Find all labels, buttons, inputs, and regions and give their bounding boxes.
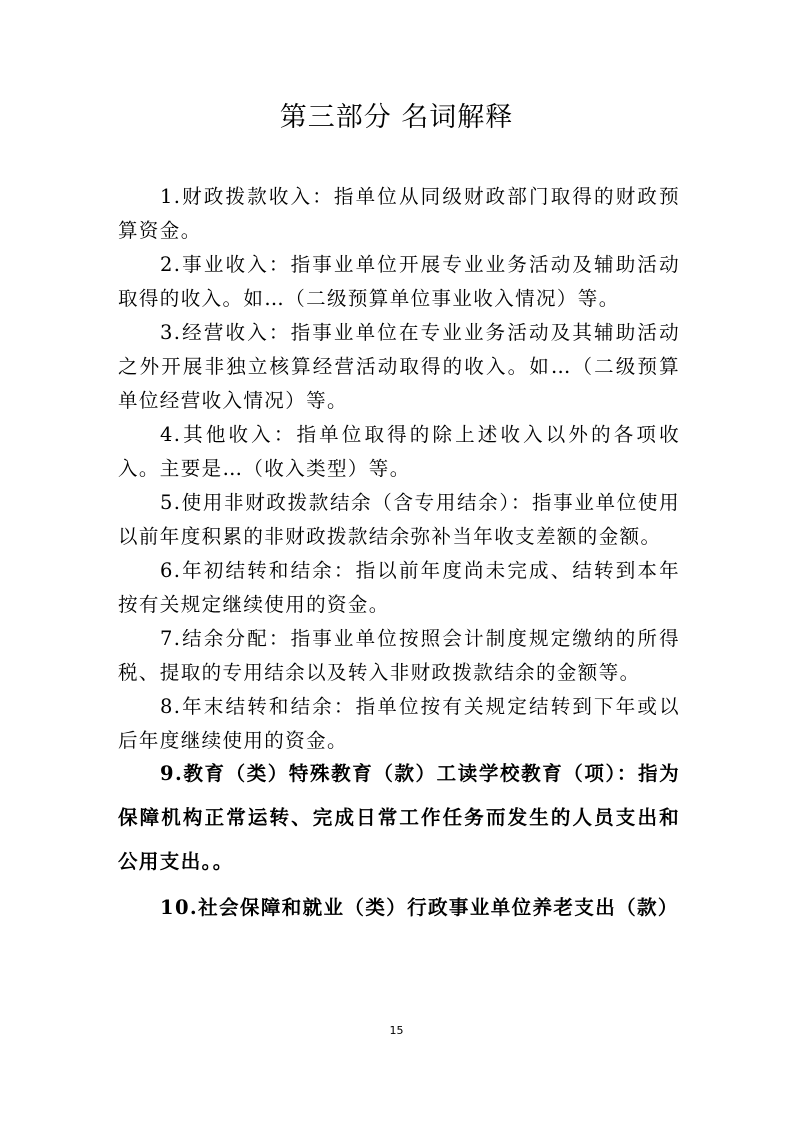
page-number: 15 [389,1024,404,1037]
paragraph-4: 4.其他收入：指单位取得的除上述收入以外的各项收入。主要是…（收入类型）等。 [118,423,680,480]
paragraph-5: 5.使用非财政拨款结余（含专用结余）：指事业单位使用以前年度积累的非财政拨款结余弥补当年收支差额的金额。 [118,491,680,548]
paragraph-9: 9.教育（类）特殊教育（款）工读学校教育（项）：指为保障机构正常运转、完成日常工作任务而发生的人员支出和公用支出。。 [118,762,680,873]
paragraph-6: 6.年初结转和结余：指以前年度尚未完成、结转到本年按有关规定继续使用的资金。 [118,559,680,616]
page-title: 第三部分 名词解释 [279,102,514,133]
paragraph-8: 8.年末结转和结余：指单位按有关规定结转到下年或以后年度继续使用的资金。 [118,695,680,752]
paragraph-10: 10.社会保障和就业（类）行政事业单位养老支出（款） [160,896,679,919]
document-body [118,180,680,930]
paragraph-1: 1.财政拨款收入：指单位从同级财政部门取得的财政预算资金。 [118,185,680,242]
paragraph-7: 7.结余分配：指事业单位按照会计制度规定缴纳的所得税、提取的专用结余以及转入非财政拨款结余的金额等。 [118,627,680,684]
paragraph-2: 2.事业收入：指事业单位开展专业业务活动及辅助活动取得的收入。如…（二级预算单位事业收入情况）等。 [118,253,680,310]
paragraph-3: 3.经营收入：指事业单位在专业业务活动及其辅助活动之外开展非独立核算经营活动取得的收入。如…（二级预算单位经营收入情况）等。 [118,321,680,412]
